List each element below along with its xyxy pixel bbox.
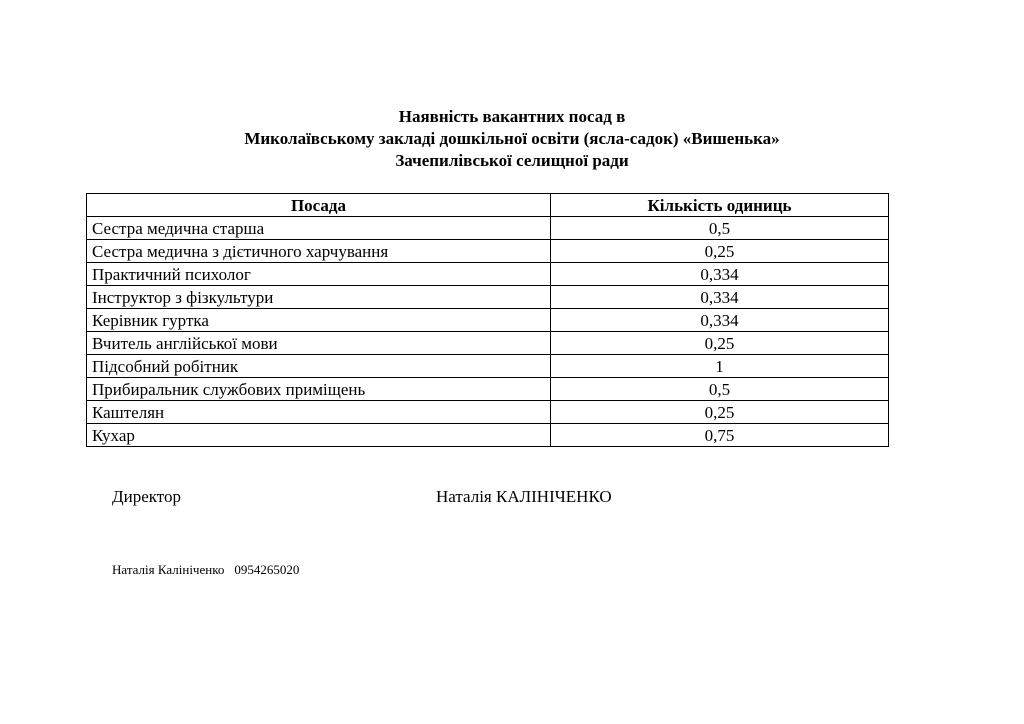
column-header-position: Посада <box>87 194 551 217</box>
position-cell: Керівник гуртка <box>87 309 551 332</box>
table-row <box>87 378 889 401</box>
table-row <box>87 401 889 424</box>
table-header-row <box>87 194 889 217</box>
quantity-cell: 0,25 <box>551 401 889 424</box>
position-cell: Кухар <box>87 424 551 447</box>
vacancies-table <box>86 193 889 447</box>
column-header-quantity: Кількість одиниць <box>551 194 889 217</box>
quantity-cell: 0,5 <box>551 217 889 240</box>
table-row <box>87 424 889 447</box>
quantity-cell: 0,334 <box>551 263 889 286</box>
position-cell: Вчитель англійської мови <box>87 332 551 355</box>
document-title-line-1: Наявність вакантних посад в <box>398 107 626 126</box>
position-cell: Прибиральник службових приміщень <box>87 378 551 401</box>
table-row <box>87 332 889 355</box>
quantity-cell: 0,5 <box>551 378 889 401</box>
contact-line <box>112 561 299 579</box>
quantity-cell: 0,25 <box>551 240 889 263</box>
table-row <box>87 263 889 286</box>
table-row <box>87 309 889 332</box>
position-cell: Підсобний робітник <box>87 355 551 378</box>
table-row <box>87 217 889 240</box>
table-row <box>87 286 889 309</box>
document-title-line-2: Миколаївському закладі дошкільної освіти (ясла-садок) «Вишенька» <box>244 129 780 148</box>
document-title-line-3: Зачепилівської селищної ради <box>395 151 629 170</box>
position-cell: Каштелян <box>87 401 551 424</box>
table-row <box>87 240 889 263</box>
position-cell: Сестра медична старша <box>87 217 551 240</box>
contact-name: Наталія Калініченко <box>112 562 225 577</box>
position-cell: Практичний психолог <box>87 263 551 286</box>
quantity-cell: 0,334 <box>551 286 889 309</box>
quantity-cell: 0,75 <box>551 424 889 447</box>
position-cell: Сестра медична з дієтичного харчування <box>87 240 551 263</box>
quantity-cell: 0,334 <box>551 309 889 332</box>
contact-phone: 0954265020 <box>234 562 300 577</box>
table-row <box>87 355 889 378</box>
signature-name: Наталія КАЛІНІЧЕНКО <box>436 487 612 506</box>
signature-role: Директор <box>112 487 181 506</box>
quantity-cell: 1 <box>551 355 889 378</box>
quantity-cell: 0,25 <box>551 332 889 355</box>
position-cell: Інструктор з фізкультури <box>87 286 551 309</box>
